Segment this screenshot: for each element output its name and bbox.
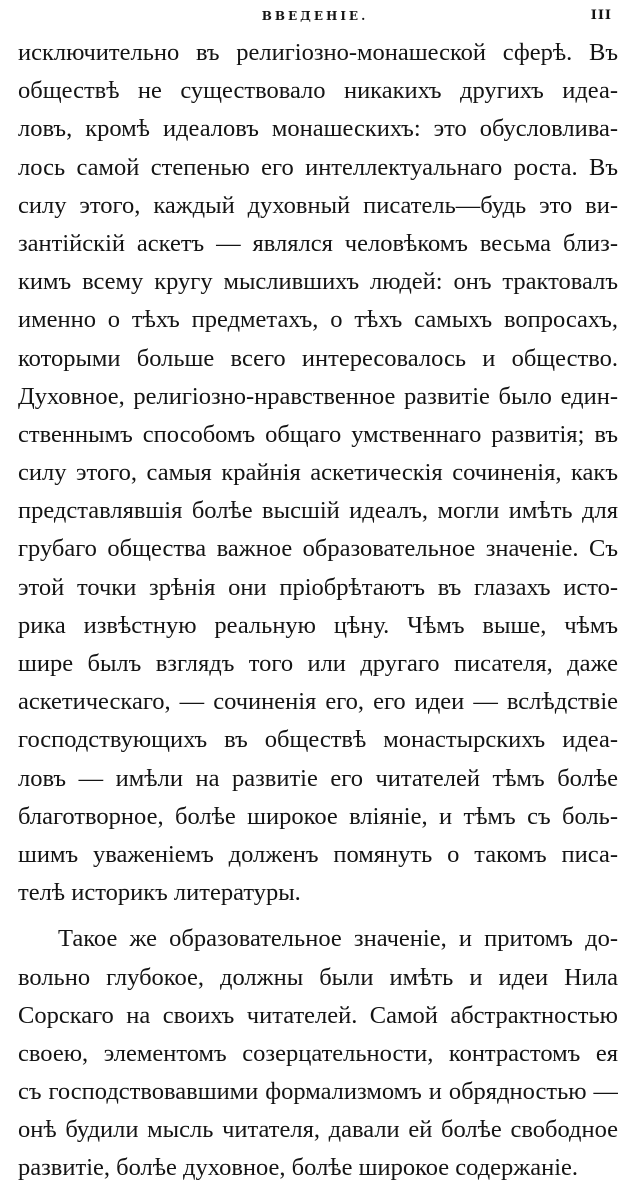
body-text <box>18 34 618 1188</box>
text-line: господствующихъ въ обществѣ монастырскихъ идеа- <box>18 726 618 754</box>
text-line: силу этого, самыя крайнiя аскетическiя сочиненiя, какъ <box>18 459 618 487</box>
running-head <box>18 6 612 26</box>
text-line: съ господствовавшими формализмомъ и обрядностью — <box>18 1078 618 1106</box>
text-line: Духовное, религiозно-нравственное развитiе было един- <box>18 382 618 410</box>
text-line: этой точки зрѣнiя они прiобрѣтаютъ въ глазахъ исто- <box>18 573 618 601</box>
text-line: кимъ всему кругу мыслившихъ людей: онъ трактовалъ <box>18 268 618 296</box>
paragraph-2 <box>18 920 618 1187</box>
text-line: телѣ историкъ литературы. <box>18 879 301 907</box>
text-line: благотворное, болѣе широкое влiянiе, и тѣмъ съ боль- <box>18 802 618 830</box>
text-line: онѣ будили мысль читателя, давали ей болѣе свободное <box>18 1116 618 1144</box>
text-line: аскетическаго, — сочиненiя его, его идеи — вслѣдствiе <box>18 688 618 716</box>
text-line: шире былъ взглядъ того или другаго писателя, даже <box>18 650 618 677</box>
paragraph-gap <box>18 912 618 920</box>
text-line: лось самой степенью его интеллектуальнаго роста. Въ <box>18 153 618 181</box>
text-line: Сорскаго на своихъ читателей. Самой абстрактностью <box>18 1001 618 1029</box>
text-line: своею, элементомъ созерцательности, контрастомъ ея <box>18 1039 618 1067</box>
text-line: развитiе, болѣе духовное, болѣе широкое содержанiе. <box>18 1154 579 1182</box>
text-line: обществѣ не существовало никакихъ другихъ идеа- <box>18 77 618 105</box>
running-title: ВВЕДЕНIЕ. <box>261 9 369 23</box>
text-line: вольно глубокое, должны были имѣть и идеи Нила <box>18 963 618 991</box>
text-line: силу этого, каждый духовный писатель—будь это ви- <box>18 191 618 219</box>
text-line: Такое же образовательное значенiе, и притомъ до- <box>58 925 618 953</box>
text-line: ловъ, кромѣ идеаловъ монашескихъ: это обусловлива- <box>18 115 618 143</box>
text-line: именно о тѣхъ предметахъ, о тѣхъ самыхъ вопросахъ, <box>18 306 618 334</box>
page-number: III <box>590 8 612 23</box>
paragraph-1 <box>18 34 618 912</box>
text-line: исключительно въ религiозно-монашеской сферѣ. Въ <box>18 39 618 66</box>
text-line: ловъ — имѣли на развитiе его читателей тѣмъ болѣе <box>18 764 618 792</box>
text-line: рика извѣстную реальную цѣну. Чѣмъ выше, чѣмъ <box>18 611 618 639</box>
text-line: шимъ уваженiемъ долженъ помянуть о такомъ писа- <box>18 840 618 868</box>
text-line: ственнымъ способомъ общаго умственнаго развитiя; въ <box>18 420 618 448</box>
text-line: грубаго общества важное образовательное значенiе. Съ <box>18 535 618 563</box>
text-line: зантiйскiй аскетъ — являлся человѣкомъ весьма близ- <box>18 229 618 257</box>
text-line: представлявшiя болѣе высшiй идеалъ, могли имѣть для <box>18 497 618 525</box>
text-line: которыми больше всего интересовалось и общество. <box>18 344 618 372</box>
